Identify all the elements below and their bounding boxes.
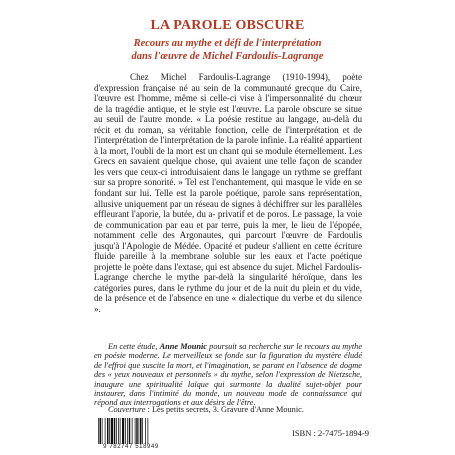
barcode-bar [142, 418, 143, 444]
author-note-paragraph [94, 342, 362, 408]
book-subtitle [0, 38, 455, 63]
author-note-text: poursuit sa recherche sur le recours au mythe en poésie moderne. Le merveilleux se fonde sur la figuration du mystère éludé de l'effroi que suscite la mort, et l'imagination, se parant en l'absence de dogme des « yeux nouveaux et personnels » du mythe, selon l'expression de Nietzsche, inaugure une spiritualité laïque qui surmonte la dualité sujet-objet pour instaurer, dans l'intimité du monde, un nouveau mode de connaissance qui répond aux interrogations et aux désirs de l'être. [94, 342, 362, 408]
barcode [96, 418, 166, 450]
subtitle-line-2: dans l'œuvre de Michel Fardoulis-Lagrange [131, 50, 324, 62]
cover-credit [108, 405, 304, 414]
barcode-bar [125, 418, 126, 444]
barcode-bar [135, 418, 136, 444]
barcode-bar [120, 418, 121, 444]
barcode-bar [116, 418, 117, 444]
main-paragraph: Chez Michel Fardoulis-Lagrange (1910-1994), poète d'expression française né au sein de la communauté grecque du Caire, l'œuvre est l'homme, même si celle-ci vise à l'impersonnalité du chœur de la tragédie antique, et le style est l'œuvre. La parole obscure se situe au seuil de l'autre monde. « La poésie restitue au langage, au-delà du récit et du roman, sa véritable fonction, celle de l'interprétation et de l'interprétation de l'interprétation de la parole infinie. La réalité appartient à la mort, l'oubli de la mort est un chant qui se module éternellement. Les Grecs en savaient quelque chose, qui avaient une telle façon de scander les vers que ceux-ci introduisaient dans le langage un rythme se greffant sur sa propre sonorité. » Tel est l'enchantement, qui masque le vide en se fondant sur lui. Telle est la parole poétique, parole sans représentation, allusive uniquement par un réseau de signes à déchiffrer sur les parallèles effleurant l'aporie, la butée, du a- privatif et de poros. Le passage, la voie de communication par eau et par terre, puis la mer, le lieu de l'épopée, notamment celle des Argonautes, qui parcourt l'œuvre de Fardoulis jusqu'à l'Apologie de Médée. Opacité et pudeur s'allient en cette écriture fluide pareille à la membrane soluble sur les eaux et l'acte poétique projette le poète dans l'extase, qui est absence du sujet. Michel Fardoulis-Lagrange cherche le mythe par-delà la singularité héroïque, dans les catégories pures, dans le rythme du jour et de la nuit du plein et du vide, de la présence et de l'absence en une « dialectique du verbe et du silence ». [94, 72, 362, 315]
barcode-bar [140, 418, 142, 444]
author-note-lead: En cette étude, [108, 342, 160, 351]
barcode-bar [132, 418, 133, 444]
cover-credit-label: Couverture [108, 405, 146, 414]
isbn: ISBN : 2-7475-1894-9 [292, 428, 369, 438]
subtitle-line-1: Recours au mythe et défi de l'interprétation [133, 38, 322, 49]
barcode-bar [109, 418, 110, 444]
barcode-bar [114, 418, 116, 444]
barcode-bar [102, 418, 103, 444]
barcode-bar [111, 418, 113, 444]
book-title: LA PAROLE OBSCURE [150, 18, 305, 33]
barcode-bar [139, 418, 140, 444]
barcode-bar [129, 418, 131, 444]
barcode-bar [107, 418, 109, 444]
barcode-bar [118, 418, 119, 444]
main-text [94, 72, 362, 315]
barcode-bar [127, 418, 128, 444]
author-name: Anne Mounic [159, 342, 207, 351]
barcode-bar [100, 418, 102, 444]
barcode-bar [148, 418, 149, 444]
barcode-bar [122, 418, 124, 444]
barcode-bar [136, 418, 138, 444]
barcode-bar [145, 418, 146, 444]
barcode-bars [96, 418, 166, 446]
barcode-bar [105, 418, 106, 444]
barcode-digits: 9 782747 518949 [96, 444, 166, 450]
author-note [94, 342, 362, 408]
cover-credit-text: : Les petits secrets, 3. Gravure d'Anne Mounic. [145, 405, 304, 414]
barcode-bar [98, 418, 99, 444]
